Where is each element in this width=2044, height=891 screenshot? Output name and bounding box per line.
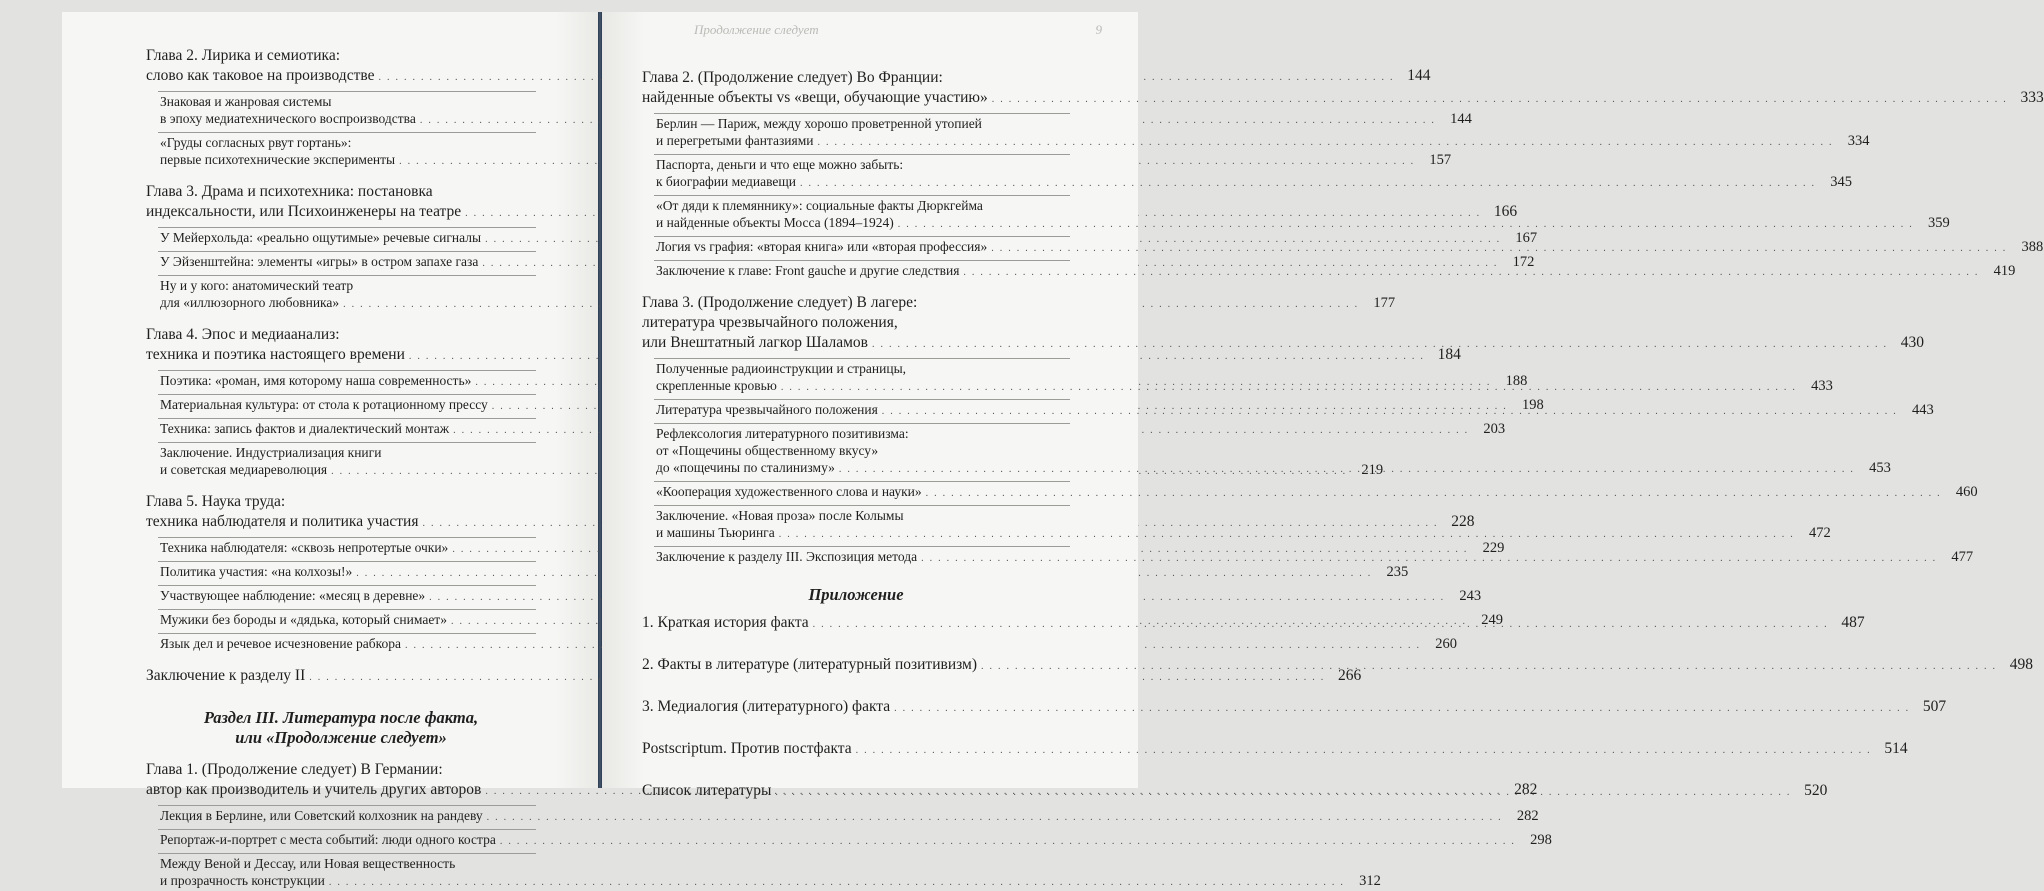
heading-line: Приложение [808, 585, 904, 604]
entry-page-number: 460 [1955, 484, 1978, 500]
entry-title-line: к биографии медиавещи [656, 174, 796, 189]
dot-leader [991, 240, 2011, 257]
entry-title-line: слово как таковое на производстве [146, 67, 375, 84]
entry-title-line: Полученные радиоинструкции и страницы, [656, 361, 907, 376]
entry-page-number: 419 [1993, 263, 2016, 279]
entry-page-number: 157 [1429, 152, 1452, 168]
entry-title-line: техника и поэтика настоящего времени [146, 346, 405, 363]
entry-page-number: 198 [1522, 397, 1544, 413]
entry-title-line: Берлин — Париж, между хорошо проветренной утопией [656, 116, 982, 131]
entry-title-line: скрепленные кровью [656, 378, 777, 393]
dot-leader [872, 335, 1892, 355]
entry-title-line: Postscriptum. Против постфакта [642, 740, 852, 757]
toc-section-entry[interactable] [160, 855, 1381, 891]
dot-leader [992, 90, 2012, 110]
dot-leader [839, 461, 1859, 478]
part-heading [146, 708, 536, 748]
entry-page-number: 249 [1481, 612, 1503, 628]
entry-title-line: техника наблюдателя и политика участия [146, 513, 419, 530]
entry-page-number: 229 [1482, 540, 1505, 556]
running-head-page: 9 [1095, 22, 1102, 37]
entry-title-line: У Мейерхольда: «реально ощутимые» речевые сигналы [160, 230, 482, 245]
entry-page-number: 388 [2021, 239, 2044, 255]
entry-page-number: 472 [1808, 525, 1831, 541]
entry-page-number: 167 [1515, 230, 1538, 246]
dot-leader [882, 403, 1902, 420]
entry-title-line: Заключение. «Новая проза» после Колымы [656, 508, 904, 523]
entry-title-line: Глава 3. (Продолжение следует) В лагере: [642, 294, 918, 311]
entry-page-number: 443 [1912, 402, 1934, 418]
dot-leader [487, 809, 1507, 826]
entry-title-line: найденные объекты vs «вещи, обучающие участию» [642, 89, 988, 106]
entry-page-number: 219 [1361, 462, 1384, 478]
dot-leader [856, 741, 1876, 761]
entry-page-number: 345 [1830, 174, 1852, 190]
entry-page-number: 188 [1505, 373, 1528, 389]
dot-leader [813, 615, 1833, 635]
entry-page-number: 144 [1450, 111, 1472, 127]
entry-page-number: 228 [1451, 513, 1475, 530]
entry-page-number: 520 [1804, 782, 1828, 799]
entry-title-line: автор как производитель и учитель других авторов [146, 781, 482, 798]
entry-title-line: Техника: запись фактов и диалектический монтаж [160, 421, 450, 436]
entry-page-number: 144 [1407, 67, 1431, 84]
dot-leader [981, 657, 2001, 677]
entry-title-line: и прозрачность конструкции [160, 873, 325, 888]
entry-page-number: 312 [1359, 873, 1381, 889]
entry-page-number: 514 [1884, 740, 1908, 757]
entry-title-line: для «иллюзорного любовника» [160, 295, 340, 310]
entry-title-line: литература чрезвычайного положения, [642, 314, 898, 331]
entry-page-number: 453 [1869, 460, 1891, 476]
entry-title-line: Участвующее наблюдение: «месяц в деревне» [160, 588, 426, 603]
dot-leader [781, 379, 1801, 396]
entry-title-line: Глава 5. Наука труда: [146, 493, 286, 510]
dot-leader [894, 699, 1914, 719]
dot-leader [921, 550, 1941, 567]
toc-section-entry[interactable] [160, 563, 1409, 582]
entry-page-number: 260 [1435, 636, 1457, 652]
entry-title-line: Глава 2. (Продолжение следует) Во Франции: [642, 69, 943, 86]
entry-title-line: «Груды согласных рвут гортань»: [160, 135, 352, 150]
heading-line: или «Продолжение следует» [235, 728, 447, 747]
toc-section-entry[interactable] [160, 807, 1539, 826]
entry-title-line: и советская медиареволюция [160, 462, 328, 477]
toc-section-entry[interactable] [656, 483, 1978, 502]
entry-title-line: 2. Факты в литературе (литературный позитивизм) [642, 656, 977, 673]
entry-title-line: Ну и у кого: анатомический театр [160, 278, 354, 293]
dot-leader [963, 264, 1983, 281]
toc-chapter-entry[interactable] [642, 697, 1947, 719]
dot-leader [818, 134, 1838, 151]
entry-page-number: 298 [1530, 832, 1552, 848]
entry-title-line: Поэтика: «роман, имя которому наша современность» [160, 373, 472, 388]
entry-page-number: 177 [1373, 295, 1396, 311]
entry-page-number: 507 [1922, 698, 1947, 715]
entry-page-number: 430 [1900, 334, 1924, 351]
entry-page-number: 282 [1514, 781, 1538, 798]
entry-title-line: в эпоху медиатехнического воспроизводства [160, 111, 416, 126]
running-head [694, 22, 1102, 38]
book-spread [62, 12, 2044, 889]
entry-title-line: или Внештатный лагкор Шаламов [642, 334, 868, 351]
entry-page-number: 266 [1338, 667, 1362, 684]
toc-section-entry[interactable] [160, 635, 1457, 654]
entry-title-line: Глава 2. Лирика и семиотика: [146, 47, 340, 64]
entry-page-number: 487 [1841, 614, 1865, 631]
entry-title-line: Заключение. Индустриализация книги [160, 445, 382, 460]
entry-page-number: 203 [1483, 421, 1506, 437]
entry-title-line: и перегретыми фантазиями [656, 133, 814, 148]
entry-title-line: Политика участия: «на колхозы!» [160, 564, 353, 579]
entry-page-number: 334 [1847, 133, 1870, 149]
toc-chapter-entry[interactable] [146, 666, 1362, 688]
entry-title-line: Лекция в Берлине, или Советский колхозник на рандеву [160, 808, 483, 823]
dot-leader [926, 485, 1946, 502]
entry-title-line: и машины Тьюринга [656, 525, 775, 540]
heading-line: Раздел III. Литература после факта, [203, 708, 479, 727]
entry-title-line: Глава 3. Драма и психотехника: постановка [146, 183, 433, 200]
dot-leader [800, 175, 1820, 192]
toc-section-entry[interactable] [160, 831, 1552, 850]
toc-chapter-entry[interactable] [642, 739, 1908, 761]
entry-title-line: 1. Краткая история факта [642, 614, 809, 631]
entry-title-line: У Эйзенштейна: элементы «игры» в остром запахе газа [160, 254, 479, 269]
entry-title-line: Логия vs графия: «вторая книга» или «вторая профессия» [656, 239, 988, 254]
dot-leader [329, 874, 1349, 891]
entry-title-line: индексальности, или Психоинженеры на театре [146, 203, 462, 220]
entry-title-line: Мужики без бороды и «дядька, который снимает» [160, 612, 447, 627]
entry-title-line: «От дяди к племяннику»: социальные факты Дюркгейма [656, 198, 983, 213]
entry-title-line: Список литературы [642, 782, 772, 799]
entry-title-line: Заключение к главе: Front gauche и другие следствия [656, 263, 960, 278]
entry-title-line: Глава 4. Эпос и медиаанализ: [146, 326, 340, 343]
entry-title-line: до «пощечины по сталинизму» [656, 460, 835, 475]
running-head-title: Продолжение следует [694, 22, 819, 37]
entry-title-line: Язык дел и речевое исчезновение рабкора [160, 636, 401, 651]
dot-leader [779, 526, 1799, 543]
entry-page-number: 172 [1512, 254, 1535, 270]
entry-page-number: 433 [1811, 378, 1833, 394]
entry-title-line: Рефлексология литературного позитивизма: [656, 426, 909, 441]
entry-page-number: 498 [2009, 656, 2033, 673]
dot-leader [898, 216, 1918, 233]
entry-title-line: Материальная культура: от стола к ротационному прессу [160, 397, 488, 412]
entry-title-line: Заключение к разделу III. Экспозиция метода [656, 549, 918, 564]
entry-page-number: 166 [1493, 203, 1518, 220]
entry-page-number: 333 [2020, 89, 2044, 106]
entry-title-line: Техника наблюдателя: «сквозь непротертые очки» [160, 540, 449, 555]
entry-title-line: от «Пощечины общественному вкусу» [656, 443, 879, 458]
entry-title-line: Между Веной и Дессау, или Новая вещественность [160, 856, 456, 871]
entry-title-line: и найденные объекты Мосса (1894–1924) [656, 215, 894, 230]
entry-page-number: 243 [1459, 588, 1482, 604]
dot-leader [775, 783, 1795, 803]
entry-title-line: 3. Медиалогия (литературного) факта [642, 698, 891, 715]
entry-title-line: первые психотехнические эксперименты [160, 152, 396, 167]
entry-page-number: 282 [1516, 808, 1539, 824]
entry-title-line: Литература чрезвычайного положения [656, 402, 878, 417]
entry-title-line: «Кооперация художественного слова и науки» [656, 484, 922, 499]
entry-page-number: 184 [1437, 346, 1461, 363]
entry-title-line: Знаковая и жанровая системы [160, 94, 332, 109]
entry-page-number: 359 [1928, 215, 1950, 231]
dot-leader [500, 833, 1520, 850]
entry-title-line: Глава 1. (Продолжение следует) В Германии: [146, 761, 443, 778]
entry-title-line: Паспорта, деньги и что еще можно забыть: [656, 157, 904, 172]
entry-page-number: 235 [1386, 564, 1409, 580]
entry-title-line: Репортаж-и-портрет с места событий: люди одного костра [160, 832, 496, 847]
appendix-heading [642, 585, 1070, 605]
entry-title-line: Заключение к разделу II [146, 667, 306, 684]
entry-page-number: 477 [1951, 549, 1974, 565]
